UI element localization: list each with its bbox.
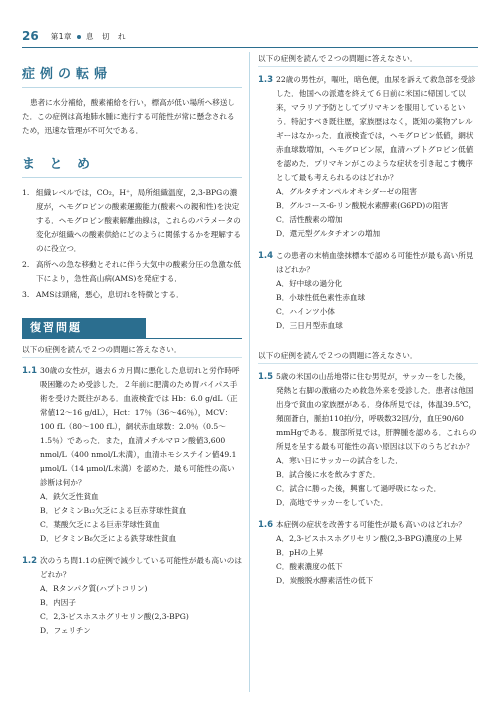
option-item: D．ビタミンB₆欠乏による鉄芽球性貧血 bbox=[40, 534, 177, 543]
question-1-4: 1.4 この患者の末梢血塗抹標本で認める可能性が最も高い所見はどれか？ bbox=[258, 251, 474, 274]
question-1-1: 1.1 30歳の女性が，過去６カ月間に悪化した息切れと労作時呼吸困難のため受診した．２年前に肥満のため胃バイパス手術を受けた既往がある．血液検査では Hb：6.0 g/dL（正常値12〜16 g/dL），Hct：17％（36〜46％），MCV：100 fL（80〜100 fL），網状赤血球数：2.0％（0.5〜1.5％）であった．また，血清メチルマロン酸値3,600 nmol/L（400 nmol/L未満），血清ホモシステイン値49.1 μmol/L（14 μmol/L未満）を認めた．最も可能性の高い診断は何か？ bbox=[22, 366, 240, 487]
chapter-title: 息 切 れ bbox=[85, 31, 126, 41]
case-intro: 以下の症例を読んで２つの問題に答えなさい． bbox=[258, 351, 418, 360]
question-1-2-options bbox=[40, 582, 242, 638]
option-item: D．フェリチン bbox=[40, 626, 91, 635]
question-1-6-options bbox=[276, 532, 478, 588]
option-item: C．酸素濃度の低下 bbox=[276, 562, 343, 571]
question-1-2: 1.2 次のうち問1.1の症例で減少している可能性が最も高いのはどれか？ bbox=[22, 556, 242, 579]
option-item: C．葉酸欠乏による巨赤芽球性貧血 bbox=[40, 520, 160, 529]
right-column bbox=[258, 52, 478, 588]
list-item: 1. 組織レベルでは，CO₂，H⁺，局所組織温度，2,3-BPGの濃度が，ヘモグロビンの酸素運搬能力(酸素への親和性)を決定する．ヘモグロビン酸素解離曲線は，これらのパラメータの変化が組織への酸素供給にどのように関係するかを理解するのに役立つ． bbox=[22, 188, 242, 253]
question-1-4-options bbox=[276, 277, 478, 333]
section-title-review: 復習問題 bbox=[22, 318, 146, 338]
option-item: C．ハインツ小体 bbox=[276, 307, 335, 316]
left-column bbox=[22, 52, 242, 638]
option-item: D．炭酸脱水酵素活性の低下 bbox=[276, 576, 374, 585]
option-item: C．活性酸素の増加 bbox=[276, 215, 343, 224]
chapter-label bbox=[51, 31, 126, 42]
question-1-3-options bbox=[276, 185, 478, 241]
list-item: 3. AMSは頭痛，悪心，息切れを特徴とする． bbox=[22, 290, 184, 299]
summary-list bbox=[22, 186, 242, 302]
option-item: D．高地でサッカーをしていた． bbox=[276, 498, 389, 507]
option-item: A．2,3-ビスホスホグリセリン酸(2,3-BPG)濃度の上昇 bbox=[276, 534, 463, 543]
option-item: B．試合後に水を飲みすぎた． bbox=[276, 470, 381, 479]
question-1-6: 1.6 本症例の症状を改善する可能性が最も高いのはどれか？ bbox=[258, 520, 466, 530]
list-item: 2. 高所への急な移動とそれに伴う大気中の酸素分圧の急激な低下により，急性高山病(AMS)を発症する． bbox=[22, 260, 242, 283]
option-item: C．2,3-ビスホスホグリセリン酸(2,3-BPG) bbox=[40, 612, 189, 621]
running-header bbox=[22, 28, 126, 44]
option-item: B．pHの上昇 bbox=[276, 548, 324, 557]
option-item: A．好中球の過分化 bbox=[276, 279, 343, 288]
section-title-summary: ま と め bbox=[22, 157, 96, 172]
option-item: B．小球性低色素性赤血球 bbox=[276, 293, 366, 302]
question-1-1-options bbox=[40, 490, 242, 546]
question-1-3: 1.3 22歳の男性が，嘔吐，暗色便，血尿を訴えて救急部を受診した．他国への派遣を終えて６日前に米国に帰国して以来，マラリア予防としてプリマキンを服用しているという．特記すべき既往歴，家族歴はなく，既知の薬物アレルギーはなかった．血液検査では，ヘモグロビン低値，網状赤血球数増加，ヘモグロビン尿，血清ハプトグロビン低値を認めた．プリマキンがこのような症状を引き起こす機序として最も考えられるのはどれか？ bbox=[258, 75, 476, 182]
option-item: D．三日月型赤血球 bbox=[276, 321, 343, 330]
outcome-paragraph: 患者に水分補給，酸素補給を行い，標高が低い場所へ移送した．この症例は高地肺水腫に進行する可能性が常に懸念されるため，迅速な管理が不可欠である． bbox=[22, 98, 236, 135]
option-item: A．グルタチオンペルオキシダーゼの阻害 bbox=[276, 187, 417, 196]
chapter-number: 第1章 bbox=[50, 31, 72, 41]
section-title-outcome: 症例の転帰 bbox=[22, 67, 113, 82]
option-item: B．ビタミンB₁₂欠乏による巨赤芽球性貧血 bbox=[40, 506, 187, 515]
review-intro: 以下の症例を読んで２つの問題に答えなさい． bbox=[22, 345, 182, 354]
bullet-dot-icon bbox=[77, 35, 81, 39]
header-rule bbox=[22, 47, 478, 48]
question-1-5-options bbox=[276, 454, 478, 510]
option-item: B．グルコース-6-リン酸脱水素酵素(G6PD)の阻害 bbox=[276, 201, 449, 210]
page-number: 26 bbox=[22, 29, 39, 43]
option-item: A．Rタンパク質(ハプトコリン) bbox=[40, 584, 148, 593]
option-item: A．鉄欠乏性貧血 bbox=[40, 492, 99, 501]
option-item: C．試合に勝った後，興奮して過呼吸になった． bbox=[276, 484, 442, 493]
option-item: A．寒い日にサッカーの試合をした． bbox=[276, 456, 403, 465]
column-divider bbox=[249, 52, 250, 692]
option-item: D．還元型グルタチオンの増加 bbox=[276, 229, 381, 238]
case-intro: 以下の症例を読んで２つの問題に答えなさい． bbox=[258, 54, 418, 63]
option-item: B．内因子 bbox=[40, 598, 76, 607]
question-1-5: 1.5 5歳の米国の山岳地帯に住む男児が，サッカーをした後，発熱と右脚の激痛のため救急外来を受診した．患者は他国出身で貧血の家族歴がある．身体所見では，体温39.5℃，頻面蒼白，脈拍110拍/分，呼吸数32回/分，血圧90/60 mmHgである．腹部所見では，肝脾腫を認める．これらの所見を呈する最も可能性の高い原因は以下のうちどれか？ bbox=[258, 372, 477, 451]
